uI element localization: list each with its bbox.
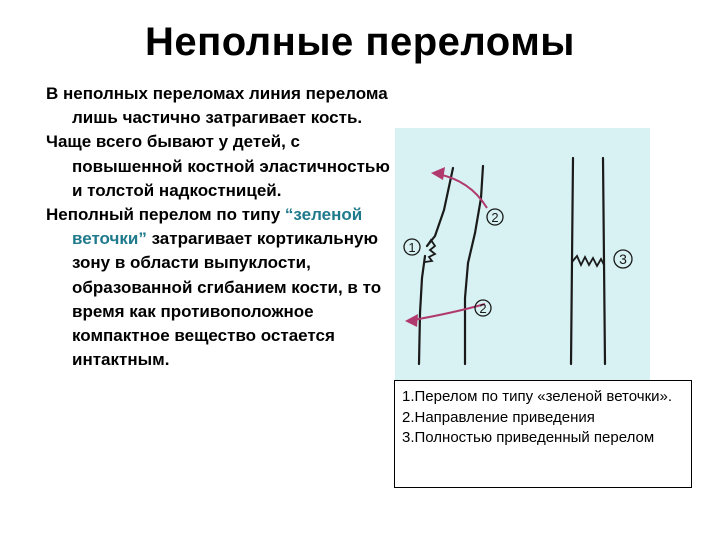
label-2-lower-text: 2 bbox=[479, 301, 487, 316]
fracture-illustration bbox=[395, 128, 650, 380]
label-2-upper-text: 2 bbox=[491, 210, 499, 225]
paragraph-children: Чаще всего бывают у детей, с повышенной костной эластичностью и толстой надкостницей. bbox=[46, 132, 390, 200]
greenstick-highlight: “зеленой веточки” bbox=[72, 205, 363, 249]
paragraph-greenstick bbox=[46, 203, 396, 372]
arrow-lower bbox=[413, 304, 485, 320]
reduced-bone bbox=[571, 158, 605, 364]
slide-title: Неполные переломы bbox=[145, 20, 575, 64]
caption-item-1: 1.Перелом по типу «зеленой веточки». bbox=[402, 388, 673, 405]
greenstick-text-before: Неполный перелом по типу bbox=[46, 205, 285, 225]
paragraph-definition: В неполных переломах линия перелома лишь частично затрагивает кость. bbox=[46, 84, 388, 128]
greenstick-text-after: затрагивает кортикальную зону в области выпуклости, образованной сгибанием кости, в то время как противоположное компактное вещество остается интактным. bbox=[72, 229, 382, 370]
fracture-figure bbox=[395, 128, 650, 380]
arrow-upper-head bbox=[431, 167, 445, 180]
figure-caption bbox=[394, 380, 692, 488]
caption-item-2: 2.Направление приведения bbox=[402, 408, 595, 426]
label-1-text: 1 bbox=[408, 240, 416, 255]
caption-item-3: 3.Полностью приведенный перелом bbox=[402, 429, 655, 446]
body-text bbox=[46, 82, 396, 372]
arrow-lower-head bbox=[405, 314, 418, 327]
greenstick-bone bbox=[419, 166, 483, 364]
label-3-text: 3 bbox=[619, 251, 627, 267]
